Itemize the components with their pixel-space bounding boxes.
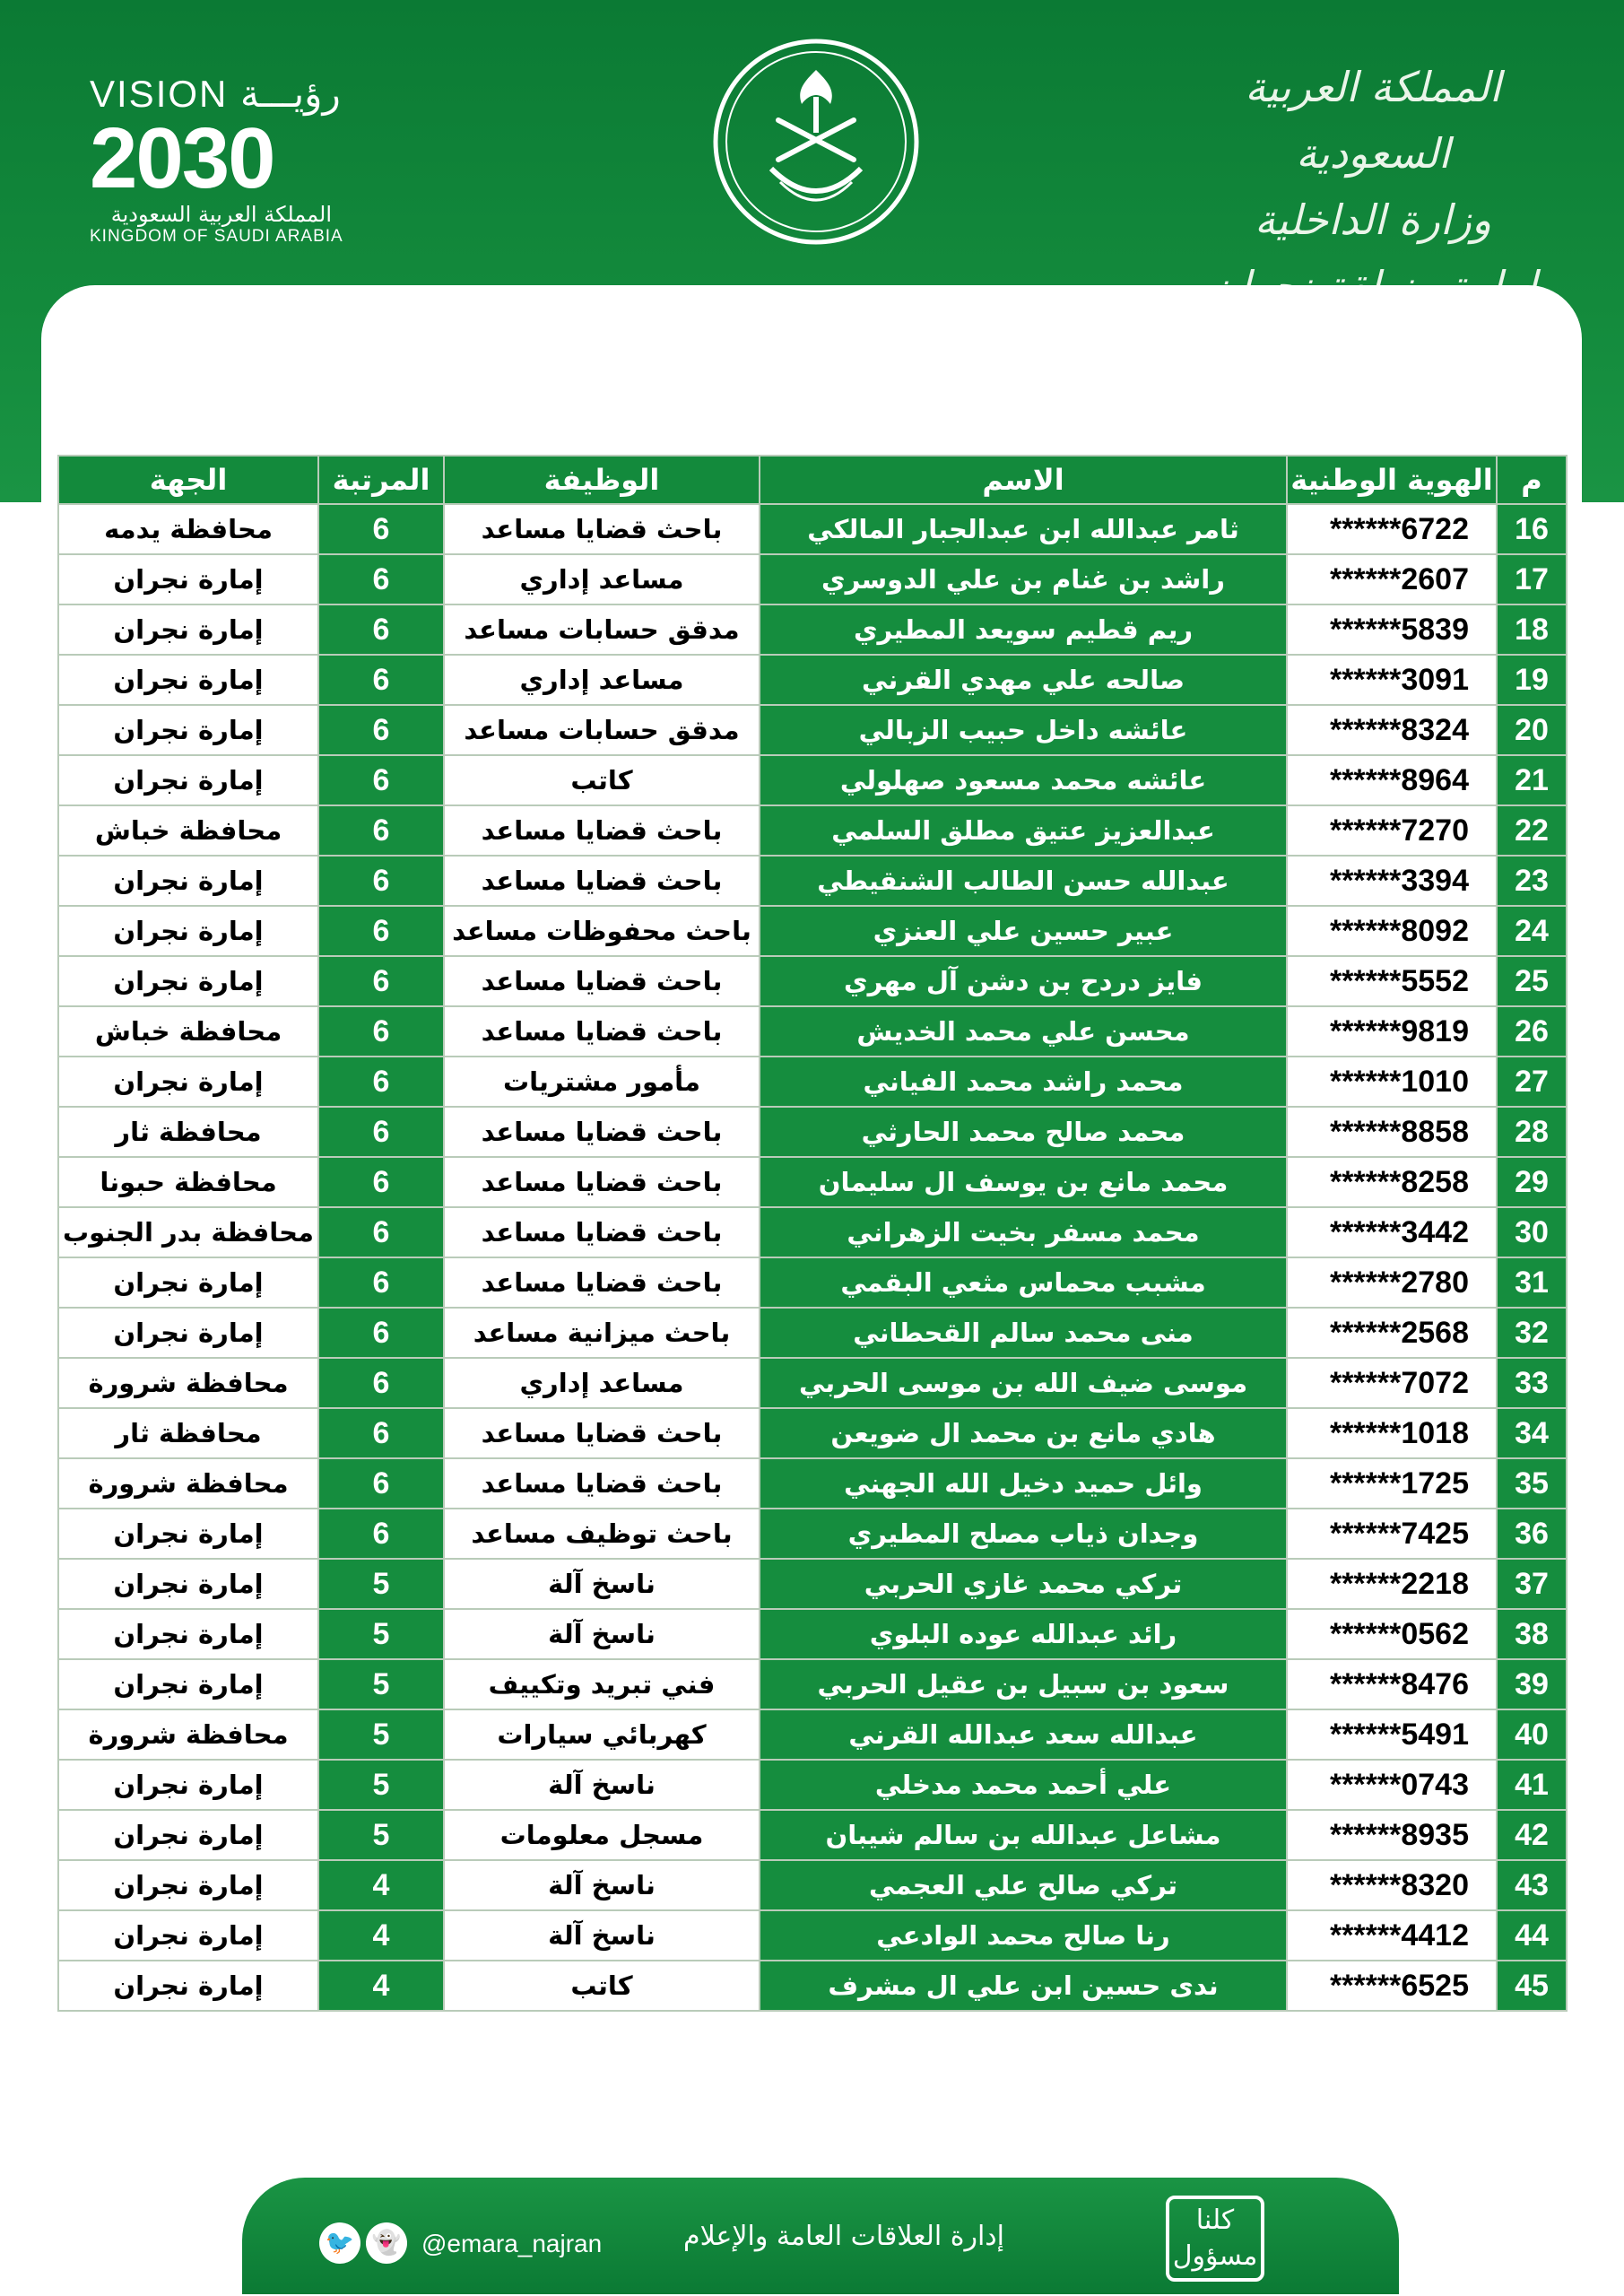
table-row xyxy=(58,1157,1567,1207)
cell-rank: 6 xyxy=(318,604,444,655)
cell-rank: 6 xyxy=(318,504,444,554)
cell-dept: إمارة نجران xyxy=(58,755,318,805)
cell-num: 30 xyxy=(1497,1207,1567,1257)
cell-num: 37 xyxy=(1497,1559,1567,1609)
kollona-masool-badge xyxy=(1166,2196,1264,2282)
cell-num: 20 xyxy=(1497,705,1567,755)
cell-name: ندى حسين ابن علي ال مشرف xyxy=(760,1961,1287,2011)
cell-id: ******3442 xyxy=(1287,1207,1497,1257)
cell-id: ******3091 xyxy=(1287,655,1497,705)
employees-table-wrap xyxy=(57,455,1566,2012)
table-row xyxy=(58,1810,1567,1860)
cell-rank: 5 xyxy=(318,1609,444,1659)
table-row xyxy=(58,1961,1567,2011)
cell-job: مدقق حسابات مساعد xyxy=(444,705,760,755)
cell-num: 18 xyxy=(1497,604,1567,655)
cell-name: محمد مسفر بخيت الزهراني xyxy=(760,1207,1287,1257)
table-row xyxy=(58,504,1567,554)
cell-id: ******9819 xyxy=(1287,1006,1497,1057)
table-row xyxy=(58,1408,1567,1458)
cell-name: منى محمد سالم القحطاني xyxy=(760,1308,1287,1358)
cell-job: كاتب xyxy=(444,755,760,805)
table-row xyxy=(58,1107,1567,1157)
cell-dept: إمارة نجران xyxy=(58,1659,318,1709)
cell-num: 28 xyxy=(1497,1107,1567,1157)
cell-job: مساعد إداري xyxy=(444,554,760,604)
cell-id: ******7425 xyxy=(1287,1509,1497,1559)
table-row xyxy=(58,1559,1567,1609)
table-row xyxy=(58,1057,1567,1107)
cell-rank: 6 xyxy=(318,655,444,705)
cell-id: ******2568 xyxy=(1287,1308,1497,1358)
cell-rank: 6 xyxy=(318,554,444,604)
vision-2030-logo xyxy=(90,72,359,251)
cell-rank: 6 xyxy=(318,1207,444,1257)
cell-job: باحث قضايا مساعد xyxy=(444,956,760,1006)
cell-rank: 6 xyxy=(318,906,444,956)
cell-num: 17 xyxy=(1497,554,1567,604)
cell-num: 21 xyxy=(1497,755,1567,805)
cell-dept: إمارة نجران xyxy=(58,1609,318,1659)
cell-num: 26 xyxy=(1497,1006,1567,1057)
table-row xyxy=(58,805,1567,856)
cell-rank: 6 xyxy=(318,956,444,1006)
table-row xyxy=(58,1709,1567,1760)
cell-name: هادي مانع بن محمد ال ضويعن xyxy=(760,1408,1287,1458)
table-row xyxy=(58,755,1567,805)
cell-rank: 6 xyxy=(318,1358,444,1408)
cell-dept: إمارة نجران xyxy=(58,1910,318,1961)
table-body xyxy=(58,504,1567,2011)
cell-rank: 6 xyxy=(318,1458,444,1509)
table-row xyxy=(58,1609,1567,1659)
ministry-title xyxy=(1194,54,1552,319)
cell-num: 19 xyxy=(1497,655,1567,705)
cell-dept: محافظة بدر الجنوب xyxy=(58,1207,318,1257)
cell-job: مسجل معلومات xyxy=(444,1810,760,1860)
cell-num: 22 xyxy=(1497,805,1567,856)
table-row xyxy=(58,1860,1567,1910)
cell-rank: 6 xyxy=(318,1257,444,1308)
cell-name: محسن علي محمد الخديش xyxy=(760,1006,1287,1057)
cell-name: مشبب محماس مثعي البقمي xyxy=(760,1257,1287,1308)
cell-name: موسى ضيف الله بن موسى الحربي xyxy=(760,1358,1287,1408)
cell-job: مساعد إداري xyxy=(444,655,760,705)
cell-num: 16 xyxy=(1497,504,1567,554)
cell-name: محمد راشد محمد الفياني xyxy=(760,1057,1287,1107)
cell-num: 31 xyxy=(1497,1257,1567,1308)
header-id: الهوية الوطنية xyxy=(1287,456,1497,504)
cell-rank: 6 xyxy=(318,1308,444,1358)
cell-id: ******7270 xyxy=(1287,805,1497,856)
badge-line-1: كلنا xyxy=(1195,2205,1235,2236)
cell-name: تركي محمد غازي الحربي xyxy=(760,1559,1287,1609)
table-row xyxy=(58,1458,1567,1509)
cell-dept: محافظة شرورة xyxy=(58,1358,318,1408)
cell-num: 32 xyxy=(1497,1308,1567,1358)
cell-job: باحث قضايا مساعد xyxy=(444,1257,760,1308)
cell-dept: إمارة نجران xyxy=(58,1308,318,1358)
cell-dept: إمارة نجران xyxy=(58,1057,318,1107)
ministry-emblem-icon xyxy=(708,34,924,249)
cell-job: باحث قضايا مساعد xyxy=(444,856,760,906)
cell-rank: 6 xyxy=(318,1408,444,1458)
cell-name: مشاعل عبدالله بن سالم شيبان xyxy=(760,1810,1287,1860)
cell-num: 44 xyxy=(1497,1910,1567,1961)
cell-dept: محافظة يدمه xyxy=(58,504,318,554)
cell-rank: 4 xyxy=(318,1860,444,1910)
cell-rank: 6 xyxy=(318,1107,444,1157)
cell-id: ******0562 xyxy=(1287,1609,1497,1659)
cell-id: ******8964 xyxy=(1287,755,1497,805)
table-row xyxy=(58,1659,1567,1709)
cell-name: علي أحمد محمد مدخلي xyxy=(760,1760,1287,1810)
cell-id: ******4412 xyxy=(1287,1910,1497,1961)
cell-name: وائل حميد دخيل الله الجهني xyxy=(760,1458,1287,1509)
cell-job: باحث قضايا مساعد xyxy=(444,1006,760,1057)
cell-dept: إمارة نجران xyxy=(58,956,318,1006)
cell-name: عائشه داخل حبيب الزبالي xyxy=(760,705,1287,755)
cell-id: ******5491 xyxy=(1287,1709,1497,1760)
cell-dept: محافظة شرورة xyxy=(58,1709,318,1760)
cell-dept: إمارة نجران xyxy=(58,1509,318,1559)
cell-rank: 6 xyxy=(318,856,444,906)
table-row xyxy=(58,1006,1567,1057)
cell-id: ******8935 xyxy=(1287,1810,1497,1860)
cell-id: ******1018 xyxy=(1287,1408,1497,1458)
cell-dept: محافظة خباش xyxy=(58,805,318,856)
cell-name: ثامر عبدالله ابن عبدالجبار المالكي xyxy=(760,504,1287,554)
cell-name: وجدان ذياب مصلح المطيري xyxy=(760,1509,1287,1559)
cell-rank: 6 xyxy=(318,705,444,755)
kingdom-line: المملكة العربية السعودية xyxy=(1245,63,1501,178)
cell-dept: إمارة نجران xyxy=(58,1559,318,1609)
cell-dept: إمارة نجران xyxy=(58,1860,318,1910)
cell-job: باحث قضايا مساعد xyxy=(444,1157,760,1207)
cell-rank: 6 xyxy=(318,755,444,805)
social-handle[interactable]: @emara_najran xyxy=(421,2230,603,2257)
cell-name: محمد مانع بن يوسف ال سليمان xyxy=(760,1157,1287,1207)
cell-job: ناسخ آلة xyxy=(444,1860,760,1910)
cell-dept: إمارة نجران xyxy=(58,705,318,755)
cell-rank: 5 xyxy=(318,1659,444,1709)
cell-num: 43 xyxy=(1497,1860,1567,1910)
cell-num: 39 xyxy=(1497,1659,1567,1709)
cell-num: 33 xyxy=(1497,1358,1567,1408)
cell-job: ناسخ آلة xyxy=(444,1910,760,1961)
ministry-line: وزارة الداخلية xyxy=(1254,196,1492,244)
cell-rank: 5 xyxy=(318,1760,444,1810)
table-row xyxy=(58,906,1567,956)
cell-dept: محافظة شرورة xyxy=(58,1458,318,1509)
header-name: الاسم xyxy=(760,456,1287,504)
cell-dept: محافظة ثار xyxy=(58,1408,318,1458)
table-row xyxy=(58,554,1567,604)
header-dept: الجهة xyxy=(58,456,318,504)
badge-line-2: مسؤول xyxy=(1172,2240,1258,2272)
cell-job: ناسخ آلة xyxy=(444,1559,760,1609)
cell-num: 27 xyxy=(1497,1057,1567,1107)
cell-name: محمد صالح محمد الحارثي xyxy=(760,1107,1287,1157)
cell-id: ******8324 xyxy=(1287,705,1497,755)
cell-rank: 5 xyxy=(318,1810,444,1860)
cell-num: 38 xyxy=(1497,1609,1567,1659)
cell-name: ريم قطيم سويعد المطيري xyxy=(760,604,1287,655)
cell-dept: إمارة نجران xyxy=(58,1961,318,2011)
cell-job: باحث ميزانية مساعد xyxy=(444,1308,760,1358)
cell-id: ******8476 xyxy=(1287,1659,1497,1709)
department-name: إدارة العلاقات العامة والإعلام xyxy=(683,2221,1004,2252)
cell-dept: إمارة نجران xyxy=(58,604,318,655)
cell-rank: 6 xyxy=(318,1057,444,1107)
cell-rank: 6 xyxy=(318,1509,444,1559)
cell-rank: 4 xyxy=(318,1961,444,2011)
cell-id: ******2607 xyxy=(1287,554,1497,604)
cell-rank: 6 xyxy=(318,805,444,856)
snapchat-icon[interactable]: 👻 xyxy=(366,2222,407,2264)
cell-job: ناسخ آلة xyxy=(444,1609,760,1659)
cell-id: ******1010 xyxy=(1287,1057,1497,1107)
table-header-row xyxy=(58,456,1567,504)
cell-id: ******8258 xyxy=(1287,1157,1497,1207)
cell-id: ******7072 xyxy=(1287,1358,1497,1408)
cell-dept: محافظة خباش xyxy=(58,1006,318,1057)
cell-id: ******2218 xyxy=(1287,1559,1497,1609)
table-row xyxy=(58,705,1567,755)
cell-rank: 4 xyxy=(318,1910,444,1961)
table-row xyxy=(58,1509,1567,1559)
twitter-icon[interactable]: 🐦 xyxy=(319,2222,360,2264)
cell-num: 23 xyxy=(1497,856,1567,906)
cell-num: 34 xyxy=(1497,1408,1567,1458)
cell-num: 24 xyxy=(1497,906,1567,956)
cell-dept: إمارة نجران xyxy=(58,906,318,956)
cell-job: باحث قضايا مساعد xyxy=(444,1458,760,1509)
vision-year: 2030 xyxy=(90,110,274,206)
cell-rank: 6 xyxy=(318,1157,444,1207)
header-job: الوظيفة xyxy=(444,456,760,504)
vision-english-caption: KINGDOM OF SAUDI ARABIA xyxy=(90,227,343,246)
cell-job: مساعد إداري xyxy=(444,1358,760,1408)
header-rank: المرتبة xyxy=(318,456,444,504)
cell-name: تركي صالح علي العجمي xyxy=(760,1860,1287,1910)
employees-table xyxy=(57,455,1568,2012)
cell-job: باحث قضايا مساعد xyxy=(444,504,760,554)
cell-rank: 5 xyxy=(318,1559,444,1609)
cell-name: فايز دردح بن دشن آل مهري xyxy=(760,956,1287,1006)
cell-num: 45 xyxy=(1497,1961,1567,2011)
cell-name: رنا صالح محمد الوادعي xyxy=(760,1910,1287,1961)
cell-job: باحث قضايا مساعد xyxy=(444,1408,760,1458)
cell-job: باحث توظيف مساعد xyxy=(444,1509,760,1559)
cell-name: عبدالعزيز عتيق مطلق السلمي xyxy=(760,805,1287,856)
table-row xyxy=(58,1308,1567,1358)
cell-name: عبدالله سعد عبدالله القرني xyxy=(760,1709,1287,1760)
cell-job: مدقق حسابات مساعد xyxy=(444,604,760,655)
table-row xyxy=(58,856,1567,906)
cell-num: 25 xyxy=(1497,956,1567,1006)
cell-num: 35 xyxy=(1497,1458,1567,1509)
cell-job: باحث محفوظات مساعد xyxy=(444,906,760,956)
table-row xyxy=(58,604,1567,655)
cell-id: ******0743 xyxy=(1287,1760,1497,1810)
cell-id: ******6722 xyxy=(1287,504,1497,554)
cell-id: ******6525 xyxy=(1287,1961,1497,2011)
cell-id: ******8092 xyxy=(1287,906,1497,956)
table-row xyxy=(58,1207,1567,1257)
cell-num: 41 xyxy=(1497,1760,1567,1810)
cell-num: 36 xyxy=(1497,1509,1567,1559)
cell-dept: محافظة حبونا xyxy=(58,1157,318,1207)
cell-dept: إمارة نجران xyxy=(58,655,318,705)
cell-job: ناسخ آلة xyxy=(444,1760,760,1810)
cell-id: ******8320 xyxy=(1287,1860,1497,1910)
cell-dept: محافظة ثار xyxy=(58,1107,318,1157)
cell-job: كهربائي سيارات xyxy=(444,1709,760,1760)
cell-dept: إمارة نجران xyxy=(58,1810,318,1860)
cell-name: عائشه محمد مسعود صهلولي xyxy=(760,755,1287,805)
header-num: م xyxy=(1497,456,1567,504)
cell-rank: 6 xyxy=(318,1006,444,1057)
cell-job: باحث قضايا مساعد xyxy=(444,805,760,856)
cell-job: فني تبريد وتكييف xyxy=(444,1659,760,1709)
cell-id: ******5839 xyxy=(1287,604,1497,655)
cell-id: ******5552 xyxy=(1287,956,1497,1006)
cell-num: 42 xyxy=(1497,1810,1567,1860)
table-row xyxy=(58,1257,1567,1308)
cell-num: 29 xyxy=(1497,1157,1567,1207)
cell-name: راشد بن غنام بن علي الدوسري xyxy=(760,554,1287,604)
table-row xyxy=(58,1910,1567,1961)
cell-id: ******3394 xyxy=(1287,856,1497,906)
cell-dept: إمارة نجران xyxy=(58,554,318,604)
cell-dept: إمارة نجران xyxy=(58,856,318,906)
table-row xyxy=(58,1358,1567,1408)
cell-id: ******2780 xyxy=(1287,1257,1497,1308)
cell-dept: إمارة نجران xyxy=(58,1760,318,1810)
cell-job: باحث قضايا مساعد xyxy=(444,1207,760,1257)
cell-rank: 5 xyxy=(318,1709,444,1760)
table-row xyxy=(58,655,1567,705)
cell-name: رائد عبدالله عوده البلوي xyxy=(760,1609,1287,1659)
cell-name: عبير حسين علي العنزي xyxy=(760,906,1287,956)
vision-top-text: VISION رؤيـــة xyxy=(90,73,341,115)
cell-job: كاتب xyxy=(444,1961,760,2011)
cell-name: سعود بن سبيل بن عقيل الحربي xyxy=(760,1659,1287,1709)
cell-name: صالحه علي مهدي القرني xyxy=(760,655,1287,705)
table-row xyxy=(58,956,1567,1006)
cell-dept: إمارة نجران xyxy=(58,1257,318,1308)
cell-id: ******8858 xyxy=(1287,1107,1497,1157)
cell-job: مأمور مشتريات xyxy=(444,1057,760,1107)
cell-id: ******1725 xyxy=(1287,1458,1497,1509)
table-row xyxy=(58,1760,1567,1810)
cell-num: 40 xyxy=(1497,1709,1567,1760)
vision-arabic-caption: المملكة العربية السعودية xyxy=(110,202,332,227)
cell-job: باحث قضايا مساعد xyxy=(444,1107,760,1157)
cell-name: عبدالله حسن الطالب الشنقيطي xyxy=(760,856,1287,906)
